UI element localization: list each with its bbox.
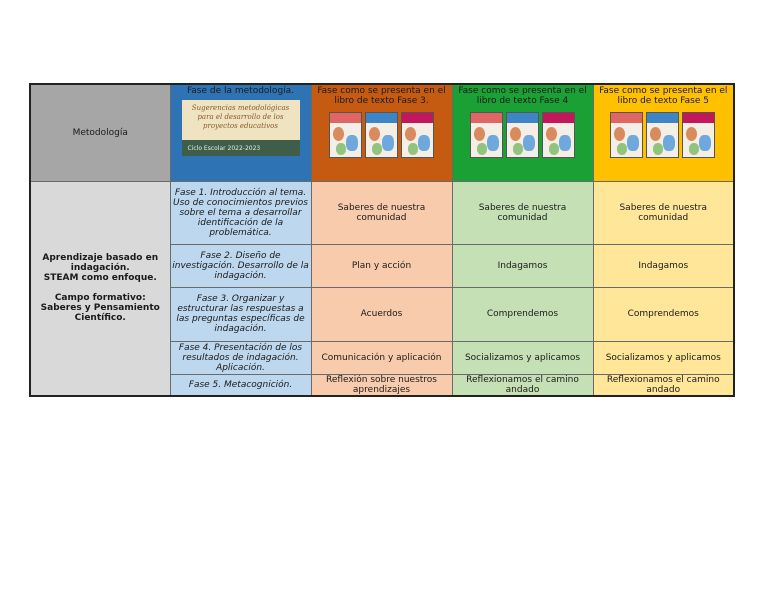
header-blue-label: Fase de la metodología. [186,86,295,96]
phase3-activity: Saberes de nuestra comunidad [311,181,452,244]
textbook-cover-icon [610,112,643,158]
approach-line-3: Campo formativo: Saberes y Pensamiento Científico. [40,293,160,323]
header-phase-methodology [170,84,311,181]
header-green-label: Fase como se presenta en el libro de texto Fase 4 [458,86,587,106]
textbook-cover-icon [506,112,539,158]
phase5-activity: Saberes de nuestra comunidad [593,181,734,244]
phase-cell: Fase 5. Metacognición. [170,374,311,396]
phase3-activity: Plan y acción [311,244,452,287]
textbooks-image-phase4 [470,110,576,160]
phase4-activity: Socializamos y aplicamos [452,341,593,374]
methodology-cover-image [182,100,300,156]
header-row [30,84,734,181]
approach-cell [30,181,170,396]
phase4-activity: Indagamos [452,244,593,287]
header-phase4 [452,84,593,181]
phase3-activity: Comunicación y aplicación [311,341,452,374]
table-row [30,181,734,244]
phase-cell: Fase 2. Diseño de investigación. Desarrollo de la indagación. [170,244,311,287]
textbook-cover-icon [329,112,362,158]
phase5-activity: Socializamos y aplicamos [593,341,734,374]
phase-cell: Fase 1. Introducción al tema. Uso de conocimientos previos sobre el tema a desarrollar identificación de la problemática. [170,181,311,244]
phase4-activity: Saberes de nuestra comunidad [452,181,593,244]
phase-cell: Fase 4. Presentación de los resultados de indagación. Aplicación. [170,341,311,374]
textbook-cover-icon [401,112,434,158]
cover-title: Sugerencias metodológicas para el desarrollo de los proyectos educativos [191,104,290,130]
header-orange-label: Fase como se presenta en el libro de texto Fase 3. [317,86,446,106]
textbook-cover-icon [542,112,575,158]
phase3-activity: Acuerdos [311,287,452,341]
textbook-cover-icon [470,112,503,158]
header-yellow-label: Fase como se presenta en el libro de texto Fase 5 [599,86,728,106]
metodologia-cell [30,84,170,181]
phase4-activity: Reflexionamos el camino andado [452,374,593,396]
textbook-cover-icon [682,112,715,158]
phase5-activity: Comprendemos [593,287,734,341]
textbooks-image-phase3 [329,110,435,160]
phase3-activity: Reflexión sobre nuestros aprendizajes [311,374,452,396]
textbooks-image-phase5 [610,110,716,160]
phase5-activity: Reflexionamos el camino andado [593,374,734,396]
header-phase5 [593,84,734,181]
cover-year: Ciclo Escolar 2022-2023 [187,145,261,152]
textbook-cover-icon [365,112,398,158]
phase-cell: Fase 3. Organizar y estructurar las respuestas a las preguntas específicas de indagación. [170,287,311,341]
phase5-activity: Indagamos [593,244,734,287]
phase4-activity: Comprendemos [452,287,593,341]
metodologia-label: Metodología [72,127,128,138]
approach-line-2: STEAM como enfoque. [43,273,157,283]
textbook-cover-icon [646,112,679,158]
header-phase3 [311,84,452,181]
methodology-table [29,83,735,397]
approach-line-1: Aprendizaje basado en indagación. [42,253,159,273]
